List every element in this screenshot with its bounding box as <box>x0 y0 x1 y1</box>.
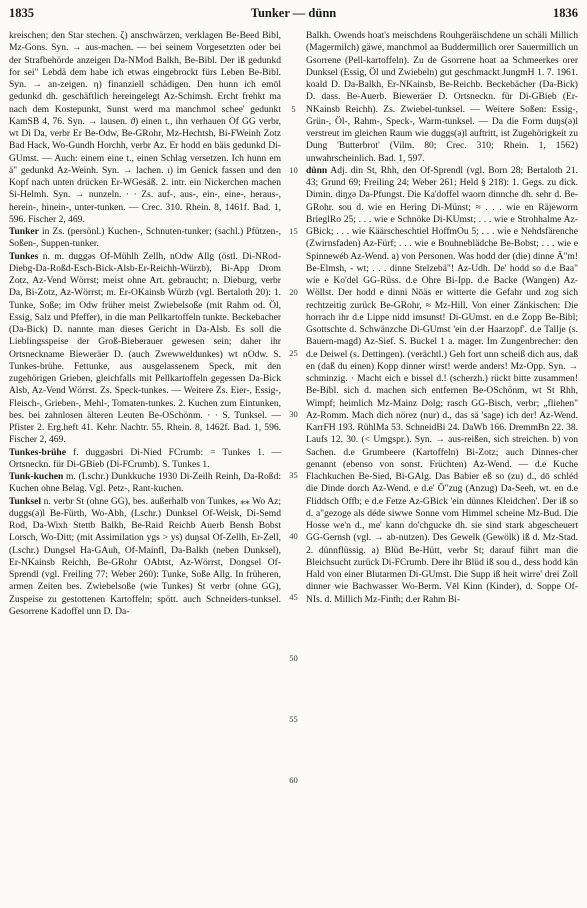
dictionary-entry: Tunk-kuchen m. (Lschr.) Dunkkuche 1930 Di-Zeilh Reinh, Da-Roßd: Kuchen ohne Belag. Vgl. Petz-, Rant-kuchen. <box>9 471 281 495</box>
right-column <box>306 30 578 902</box>
running-head: Tunker — dünn <box>250 6 337 20</box>
dictionary-entry: Tunkes-brühe f. duggəsbri Di-Nied FCrumb: = Tunkes 1. — Ortsneckn. für Di-GBieb (Di-FCrumb). S. Tunkes 1. <box>9 446 281 470</box>
dictionary-entry: kreischen; den Star stechen. ζ) anschwärzen, verklagen Be-Beed Bibl, Mz-Gons. Syn. → aus-machen. — bei seinem Vorgesetzten oder bei der Strafbehörde anzeigen Da-NMod Balkh, Be-Bibl. Der iß gedunkd for sei" Lebdä dem habe ich etwas eingebrockt fürs Leben Be-Bibl. Syn. → an-zeigen. η) finanziell schädigen. Den hunn ich emōl gedunkd dh. geschäftlich hereingelegt Az-Schimsh. Ercht frehkt ma nach dem Kostepunkt, Sunst werd ma manchmol schee' gedunkt KamSB 4, 76. Syn. → lausen. ϑ) einen t., ihn verhauen Of GG verbr, wt Di Da, verbr Er Be-Odw, Be-GRohr, Mz-Hechtsh, Bi-FWeinh Zotz Bad Hack, Wo-Gundh Horchh, verbr Az. Er hodd en bäis gedunkd Di-GUmst. — Auch: einem eine t., einen Schlag versetzen. Ich hunn em ä" gedunkd Az-Weinh. Syn. → lachen. ι) im Genick fassen und den Kopf nach unten drücken Er-WGesäß. 2. intr. ein Nickerchen machen Si-Helmh. Syn. → nunzeln. · · Zs. auf-, aus-, ein-, eine-, heraus-, herein-, hinein-, unter-tunken. — Crec. 310. Rhein. 8, 1461f. Bad. 1, 596. Fischer 2, 469. <box>9 30 281 225</box>
dictionary-entry: Balkh. Owends hoat's meischdens Rouhgeräischdene un schäli Millich (Magermilch) gäwe, manchmol aa Buddermillich orer Sauermillich un Gsorrene (Pell-kartoffeln). Zu de Gsorrene hoat aa Schmeerkes orer Dunksel (Essig, Öl und Zwiebeln) gut geschmackt JungmH 1. 7. 1961. koald D. Da-Balkh, Er-NKainsb, Be-Reichb. Beckebächer (Da-Bick) D. dass. Be-Auerb. Bieweräer D. Ortsneckn. für Di-GBieb (Er-NKainsb Reichh). Zs. Zwiebel-tunksel. — Weitere Soßen: Essig-, Grün-, Öl-, Rahm-, Speck-, Warm-tunksel. — Da die Form duŋs(ə)l verstreut im gleichen Raum wie duggs(ə)l auftritt, ist Zugehörigkeit zu Dung 'Butterbrot' (Vilm. 80; Crec. 310; Rhein. 1, 1562) unwahrscheinlich. Bad. 1, 597. <box>306 30 578 164</box>
page-header <box>9 6 578 24</box>
line-number: 50 <box>289 653 298 663</box>
headword: Tunk-kuchen <box>9 471 64 482</box>
dictionary-entry: Tunkes n. m. duggəs Of-Mühlh Zellh, nOdw Allg (östl. Di-NRod-Diebg-Da-Roßd-Esch-Bick-Alsb-Er-Reichh-Würzb), Bi-App Drom Zotz, Az-Vend Wörrst; meist ohne Art. gebraucht; n. Dieburg, verbr Da, Bi-Zotz, Az-Wörrst; m. Er-OKainsb Würzb (vgl. Bertaloth 20): 1. Tunke, Soße; im Odw früher meist Zwiebelsoße (mit Rahm od. Öl, Essig, Salz und Pfeffer), in die man Pellkartoffeln tunkte. Beckebacher (Da-Bick) D. nannte man dieses Gericht in Da-Alsb. Es soll die Lieblingsspeise der Groß-Bieberauer gewesen sein; daher ihr Ortsneckname Bieweräer D. (auch Zwewweldunkes) wt nOdw. S. Tunkes-brühe. Fettunke, aus ausgelassenem Speck, mit den zugehörigen Grieben, gleichfalls mit Pellkartoffeln gegessen Da-Bick Alsb, Az-Vend Wörrst. Zs. Speck-tunkes. — Weitere Zs. Eier-, Essig-, Fleisch-, Grieben-, Mehl-, Tomaten-tunkes. 2. Kuchen zum Eintunken, bes. bei zahnlosen älteren Leuten Be-OSchönm. · · S. Tunksel. — Pfister 2. Erg.heft 41. Kehr. Nachtr. 55. Rhein. 8, 1462f. Bad. 1, 596. Fischer 2, 469. <box>9 250 281 446</box>
page-number-right: 1836 <box>553 6 578 20</box>
line-number-gutter <box>281 30 306 902</box>
line-number: 60 <box>289 775 298 785</box>
headword: Tunkes-brühe <box>9 446 66 458</box>
line-number: 40 <box>289 531 298 541</box>
line-number: 25 <box>289 348 298 358</box>
dictionary-entry: dünn Adj. din St, Rhh, den Of-Sprendl (vgl. Born 28; Bertaloth 21. 43; Grund 69; Freiling 24; Weber 261; Held § 218): 1. Gegs. zu dick. Dimin. diŋχə Da-Pfungst. Die Ka'doffel waorn dinnche dh. sehr d. Be-GRohr. sou d. wie en Hering Di-Münst; ≈ . . . wie en Räjeworm BrieglRo 25; . . . wie e Schnöke Di-KUmst; . . . wie e Strohhalme Az-GBick; . . . wie Käärscheschtiel HoffmOu 5; . . . wie e Nehdsfärenche (Zwirnsfaden) Az-Fürf; . . . wie e Bouhneblädche Be-Bobst; . . . wie e Spinnewéb Az-Wend. a) von Personen. Was hodd der (die) dinne Ä"m! Be-Elmsh, - wt; . . . dinne Stelzebä"! Az-Udh. De' hodd so d.e Baa" wie e Ko'del GG-Rüss. d.e Ohre Bi-Ipp. d.e Backe (Wangen) Az-Wöllst. Der hodd e dinni Nōäs er witterte die Gefahr und zog sich rechtzeitig zurück Be-GRohr, ≈ Mz-Hill. Von einer Zänkischen: Die horrach ihr d.e Lippe nidd imsunst! Di-GUmst. en d.e Zopp Be-Bibl; Gsottschte d. Schwänzche Di-GUmst 'ein d.er Haarzopf'. d.e Tallje (s. Bauern-magd) Az-Sief. S. Buckel 1 a. mager. Im Zungenbrecher: den d.e Deiwel (s. Dettingen). (verächtl.) Geh fort unn scheiß dich aus, daß en (daß du einen) Kopp dinner wirst! werde anders! Mz-Opp. Syn. → schminzig. · Macht eich e bissel d.! (scherzh.) rückt bitte zusammen! Be-Bibl. sich d. machen sich entfernen Be-OSchönm, wt St Rhh, Wimpf; heimlich Mz-Mainz Dolg; rasch GG-Bisch, verbr; „fliehen" Az-Romm. Mach dich nörez (nur) d., das sä 'sage) ich der! Az-Wend. KarrFH 193. RühlMa 53. SchneidBi 24. DaWb 166. DremmBn 22. 38. Laufs 12. 30. (< Umgspr.). Syn. → aus-reißen, sich streichen. b) von Sachen. d.e Grumbeere (Kartoffeln) Bi-Zotz; auch Dinnes-cher genannt (ebenso von sonst. Früchten) Az-Wend. — d.e Kuche Flachkuchen Be-Sied, Bi-GAlg. Das Babier eß so (zu) d., dō schléd die Dinde dorch Az-Wend. e d.e' Ō"zug (Anzug) Da-Seeh, wt. en d.e Fliddsch Offb; e d.e Fetze Az-GBick 'ein dünnes Kleidchen'. Der iß so d. a"gezoge als déde siwwe Sonne vom Himmel scheine Mz-Bud. Die Hosse we'n d., me' kann do'chgucke dh. sie sind stark abgescheuert GG-Gernsh (vgl. → ab-nutzen). Des Gewelk (Gewölk) iß d. Mz-Stad. 2. dünnflüssig. a) Blüd Be-Hütt, verbr St; darauf führt man die Bleichsucht zurück Di-FCrumb. Dere ihr Blüd iß sou d., dess hodd kän Hald von einer Blutarmen Di-GUmst. Die Supp iß heit wirre' drei Zoll dinner wie Bachwasser Wo-Berm. Vēl Kinn (Kinder), d. Soppe Of-NIs. d. Millich Mz-Finth; d.er Rahm Bi- <box>306 164 578 605</box>
headword: Tunkes <box>9 250 39 262</box>
line-number: 15 <box>289 226 298 236</box>
line-number: 55 <box>289 714 298 724</box>
dictionary-entry: Tunksel n. verbr St (ohne GG), bes. außerhalb von Tunkes, ⁎⁎ Wo Az; duggs(ə)l Be-Fürth, Wo-Abh, (Lschr.) Dunksel Of-Weisk, Di-Semd Rod, Da-Wixh Stettb Balkh, Be-Raid Reichb Auerb Bensh Bobst Lorsch, Wo-Ditt; (mit Assimilation ygs > ys) duŋsəl Of-Zellh, Er-Zell, (Lschr.) Dungsel Ha-GAuh, Of-Mainfl, Da-Balkh (neben Dunksel), Er-NKainsb Reichh, Be-GRohr OAbtst, Az-Wörrst, Dongsel Of-Sprendl (vgl. Freiling 77; Weber 260): Tunke, Soße Allg. In früheren, armen Zeiten bes. Zwiebelsoße (wie Tunkes) St verbr (ohne GG), Zuspeise zu gestottenen Kartoffeln; spött. auch Schneiders-tunksel. Gesorrene Kadoffel unn D. Da- <box>9 495 281 617</box>
line-number: 35 <box>289 470 298 480</box>
headword: Tunksel <box>9 495 42 507</box>
dictionary-entry: Tunker in Zs. (persönl.) Kuchen-, Schnuten-tunker; (sachl.) Pfützen-, Soßen-, Suppen-tunker. <box>9 226 281 250</box>
line-number: 30 <box>289 409 298 419</box>
line-number: 10 <box>289 165 298 175</box>
line-number: 45 <box>289 592 298 602</box>
line-number: 5 <box>291 104 296 114</box>
headword: dünn <box>306 164 328 176</box>
headword: Tunker <box>9 226 39 237</box>
page-number-left: 1835 <box>9 6 34 20</box>
left-column <box>9 30 281 902</box>
line-number: 20 <box>289 287 298 297</box>
